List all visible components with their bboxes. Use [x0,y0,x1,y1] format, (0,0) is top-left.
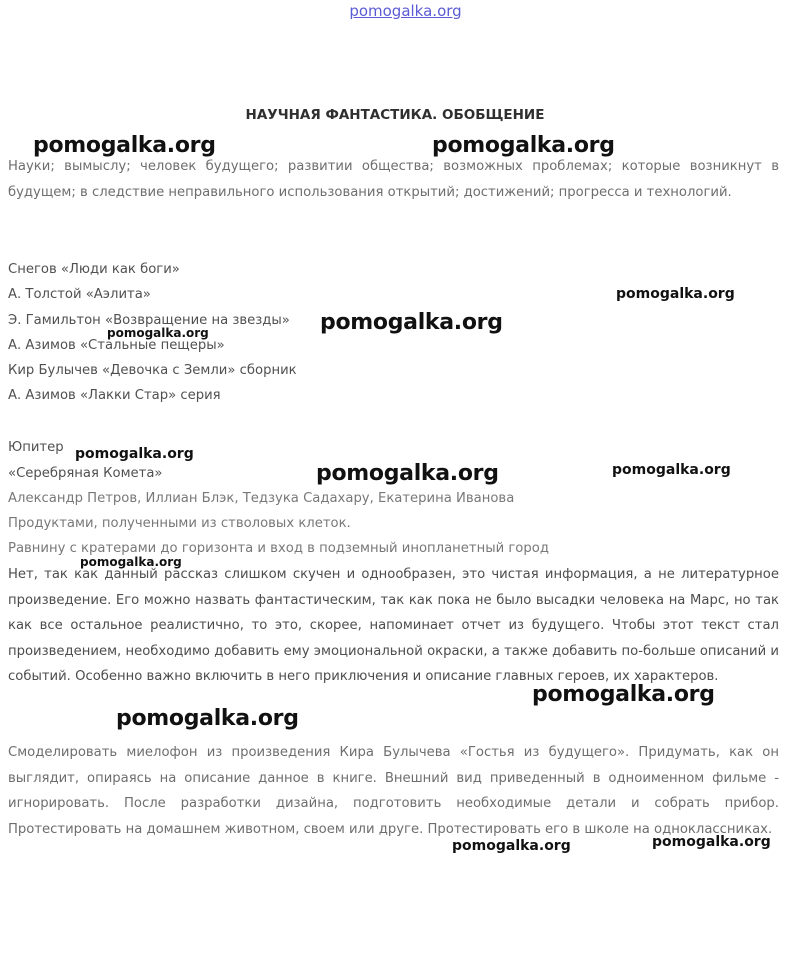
book-list-item: А. Азимов «Стальные пещеры» [8,338,225,353]
watermark: pomogalka.org [75,446,194,462]
watermark: pomogalka.org [320,310,503,335]
intro-paragraph: Науки; вымыслу; человек будущего; развитии общества; возможных проблемах; которые возникнут в будущем; в следствие неправильного использования открытий; достижений; прогресса и технологий. [8,159,779,200]
watermark: pomogalka.org [452,838,571,854]
answer-line: Продуктами, полученными из стволовых клеток. [8,516,351,531]
answer-line: Александр Петров, Иллиан Блэк, Тедзука Садахару, Екатерина Иванова [8,491,515,506]
book-list-item: А. Толстой «Аэлита» [8,287,151,302]
book-list-item: Кир Булычев «Девочка с Земли» сборник [8,363,297,378]
book-list-item: Снегов «Люди как боги» [8,262,180,277]
page-title: НАУЧНАЯ ФАНТАСТИКА. ОБОБЩЕНИЕ [245,107,545,123]
project-paragraph: Смоделировать миелофон из произведения Кира Булычева «Гостья из будущего». Придумать, как он выглядит, опираясь на описание данное в книге. Внешний вид приведенный в одноименном фильме - игнорировать. После разработки дизайна, подготовить необходимые детали и собрать прибор. Протестировать на домашнем животном, своем или друге. Протестировать его в школе на одноклассниках. [8,745,779,837]
answer-line: «Серебряная Комета» [8,466,163,481]
watermark: pomogalka.org [612,462,731,478]
watermark: pomogalka.org [616,286,735,302]
site-link[interactable]: pomogalka.org [349,2,462,20]
watermark: pomogalka.org [33,133,216,158]
answer-line: Равнину с кратерами до горизонта и вход в подземный инопланетный город [8,541,549,556]
watermark: pomogalka.org [432,133,615,158]
watermark: pomogalka.org [116,706,299,731]
book-list-item: Э. Гамильтон «Возвращение на звезды» [8,313,290,328]
watermark: pomogalka.org [316,461,499,486]
watermark: pomogalka.org [532,682,715,707]
watermark: pomogalka.org [652,834,771,850]
watermark: pomogalka.org [80,555,182,569]
analysis-paragraph: Нет, так как данный рассказ слишком скучен и однообразен, это чистая информация, а не литературное произведение. Его можно назвать фантастическим, так как пока не было высадки человека на Марс, но так как все остальное реалистично, то это, скорее, напоминает отчет из будущего. Чтобы этот текст стал произведением, необходимо добавить ему эмоциональной окраски, а также добавить по-больше описаний и событий. Особенно важно включить в него приключения и описание главных героев, их характеров. [8,567,779,684]
book-list-item: А. Азимов «Лакки Стар» серия [8,388,221,403]
answer-line: Юпитер [8,440,64,455]
watermark: pomogalka.org [107,326,209,340]
